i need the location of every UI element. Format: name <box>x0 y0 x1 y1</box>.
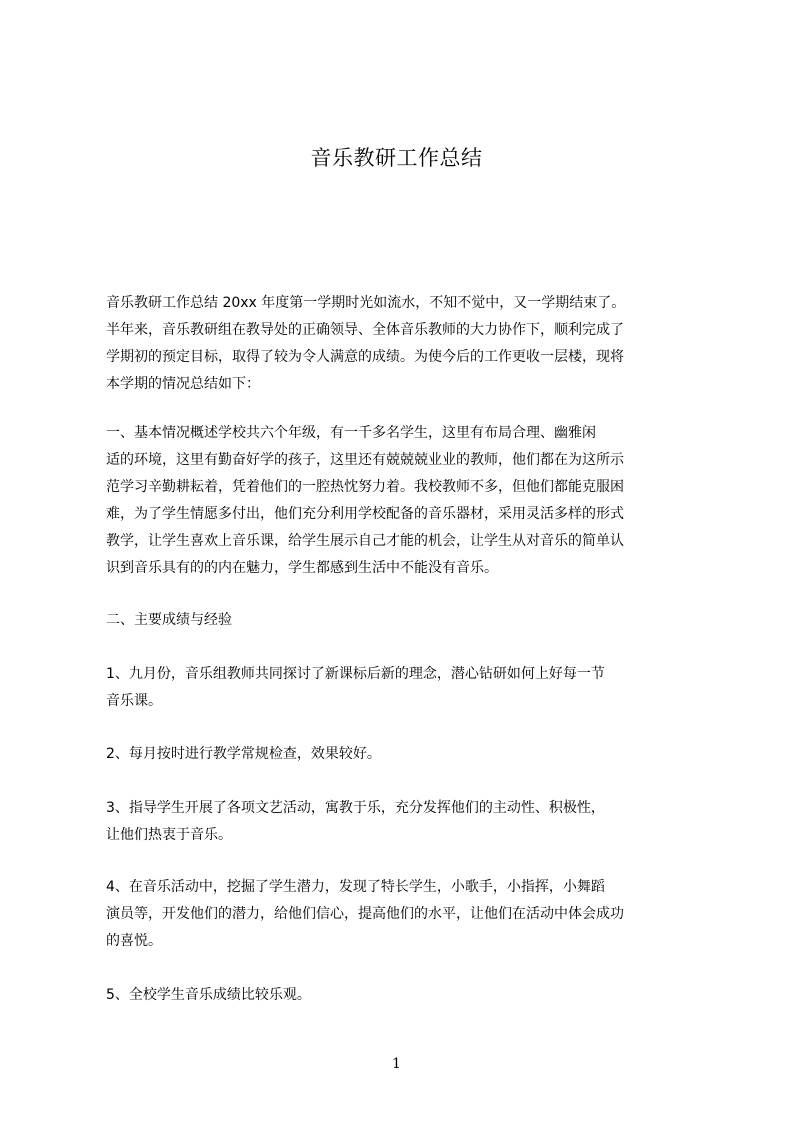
section-heading-achievements <box>106 607 726 634</box>
paragraph-line: 难，为了学生情愿多付出，他们充分利用学校配备的音乐器材，采用灵活多样的形式 <box>106 506 624 522</box>
paragraph-line: 学期初的预定目标，取得了较为令人满意的成绩。为使今后的工作更收一层楼，现将 <box>106 349 624 365</box>
paragraph-line: 半年来，音乐教研组在教导处的正确领导、全体音乐教师的大力协作下，顺利完成了 <box>106 322 624 338</box>
document-title: 音乐教研工作总结 <box>310 146 483 170</box>
list-item-3 <box>106 795 726 849</box>
paragraph-line: 本学期的情况总结如下： <box>106 376 260 392</box>
list-item-4 <box>106 874 726 955</box>
paragraph-line: 4、在音乐活动中，挖掘了学生潜力，发现了特长学生，小歌手，小指挥，小舞蹈 <box>106 879 605 895</box>
paragraph-overview <box>106 420 726 582</box>
paragraph-line: 让他们热衷于音乐。 <box>106 827 232 843</box>
paragraph-line: 范学习辛勤耕耘着，凭着他们的一腔热忱努力着。我校教师不多，但他们都能克服困 <box>106 479 624 495</box>
page-number: 1 <box>392 1056 401 1072</box>
paragraph-line: 3、指导学生开展了各项文艺活动，寓教于乐，充分发挥他们的主动性、积极性， <box>106 800 605 816</box>
list-item-2 <box>106 741 726 768</box>
paragraph-line: 音乐教研工作总结 20xx 年度第一学期时光如流水，不知不觉中，又一学期结束了。 <box>106 295 626 311</box>
list-item-1 <box>106 661 726 715</box>
paragraph-line: 1、九月份，音乐组教师共同探讨了新课标后新的理念，潜心钻研如何上好每一节 <box>106 666 605 682</box>
paragraph-line: 教学，让学生喜欢上音乐课，给学生展示自己才能的机会，让学生从对音乐的简单认 <box>106 533 624 549</box>
paragraph-line: 音乐课。 <box>106 693 162 709</box>
list-item-5 <box>106 982 726 1009</box>
paragraph-line: 演员等，开发他们的潜力，给他们信心，提高他们的水平，让他们在活动中体会成功 <box>106 906 624 922</box>
paragraph-line: 二、主要成绩与经验 <box>106 612 232 628</box>
paragraph-line: 适的环境，这里有勤奋好学的孩子，这里还有兢兢兢业业的教师，他们都在为这所示 <box>106 452 624 468</box>
paragraph-line: 的喜悦。 <box>106 933 162 949</box>
paragraph-line: 一、基本情况概述学校共六个年级，有一千多名学生，这里有布局合理、幽雅闲 <box>106 425 596 441</box>
paragraph-intro <box>106 290 726 398</box>
paragraph-line: 识到音乐具有的的内在魅力，学生都感到生活中不能没有音乐。 <box>106 560 498 576</box>
paragraph-line: 2、每月按时进行教学常规检查，效果较好。 <box>106 746 381 762</box>
paragraph-line: 5、全校学生音乐成绩比较乐观。 <box>106 987 311 1003</box>
